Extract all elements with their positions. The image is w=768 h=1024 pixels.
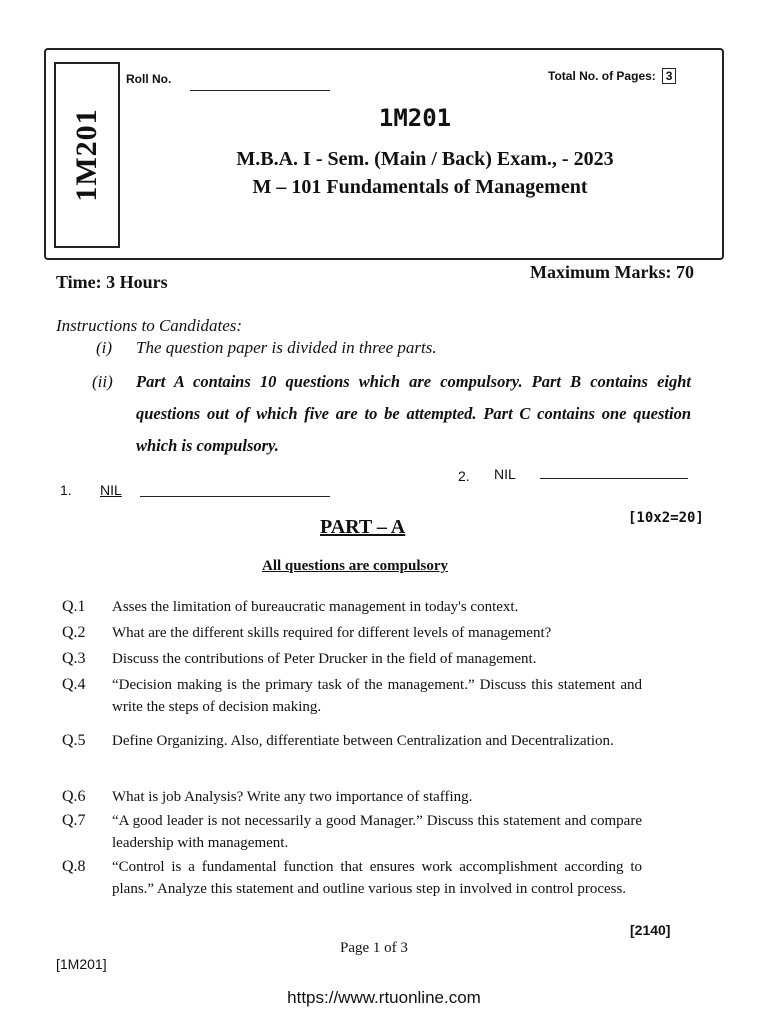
paper-code-box bbox=[54, 62, 120, 248]
max-marks-label: Maximum Marks: 70 bbox=[530, 262, 694, 282]
question-number: Q.3 bbox=[62, 650, 86, 667]
question-text: “Control is a fundamental function that ensures work accomplishment according to plans.” Analyze this statement and outline various step in involved in control process. bbox=[112, 859, 642, 897]
section-two-line bbox=[540, 478, 688, 479]
subject-title: M – 101 Fundamentals of Management bbox=[252, 176, 588, 198]
part-a-title: PART – A bbox=[320, 516, 406, 538]
question-text: Discuss the contributions of Peter Drucker in the field of management. bbox=[112, 651, 537, 667]
section-two-num: 2. bbox=[458, 468, 470, 484]
instruction-item-num: (ii) bbox=[92, 372, 113, 391]
section-one-text: NIL bbox=[100, 482, 122, 498]
question-text: What is job Analysis? Write any two importance of staffing. bbox=[112, 789, 473, 805]
section-two-text: NIL bbox=[494, 466, 516, 482]
question-number: Q.6 bbox=[62, 788, 86, 805]
paper-code-title: 1M201 bbox=[378, 104, 452, 132]
question-text: What are the different skills required for different levels of management? bbox=[112, 625, 552, 641]
roll-no-line bbox=[190, 90, 330, 91]
question-number: Q.8 bbox=[62, 858, 86, 875]
question-text: Define Organizing. Also, differentiate between Centralization and Decentralization. bbox=[112, 733, 614, 749]
time-label: Time: 3 Hours bbox=[56, 272, 168, 292]
instruction-item-text: The question paper is divided in three parts. bbox=[136, 338, 437, 357]
question-number: Q.7 bbox=[62, 812, 86, 829]
instructions-heading: Instructions to Candidates: bbox=[56, 316, 243, 335]
roll-no-label: Roll No. bbox=[126, 72, 172, 86]
section-one-num: 1. bbox=[60, 482, 72, 498]
question-number: Q.5 bbox=[62, 732, 86, 749]
instruction-item-num: (i) bbox=[96, 338, 113, 357]
question-text: “A good leader is not necessarily a good Manager.” Discuss this statement and compare leadership with management. bbox=[112, 813, 642, 851]
question-number: Q.1 bbox=[62, 598, 86, 615]
total-pages-value: 3 bbox=[662, 68, 677, 84]
footer-paper-code: [1M201] bbox=[56, 956, 107, 972]
exam-title: M.B.A. I - Sem. (Main / Back) Exam., - 2023 bbox=[236, 148, 614, 170]
question-number: Q.4 bbox=[62, 676, 86, 693]
page-number: Page 1 of 3 bbox=[340, 940, 408, 956]
section-one-line bbox=[140, 496, 330, 497]
total-pages-label: Total No. of Pages: bbox=[548, 69, 656, 83]
footer-url-link[interactable]: https://www.rtuonline.com bbox=[287, 988, 481, 1007]
footer-code-number: [2140] bbox=[630, 922, 671, 938]
question-text: “Decision making is the primary task of the management.” Discuss this statement and write the steps of decision making. bbox=[112, 677, 642, 715]
part-a-marks: [10x2=20] bbox=[628, 510, 704, 526]
instruction-item-text: Part A contains 10 questions which are compulsory. Part B contains eight questions out of which five are to be attempted. Part C contains one question which is compulsory. bbox=[136, 372, 691, 455]
question-text: Asses the limitation of bureaucratic management in today's context. bbox=[112, 599, 519, 615]
question-number: Q.2 bbox=[62, 624, 86, 641]
paper-code-vertical: 1M201 bbox=[70, 108, 103, 202]
part-a-subtitle: All questions are compulsory bbox=[262, 558, 448, 574]
total-pages bbox=[548, 68, 676, 84]
